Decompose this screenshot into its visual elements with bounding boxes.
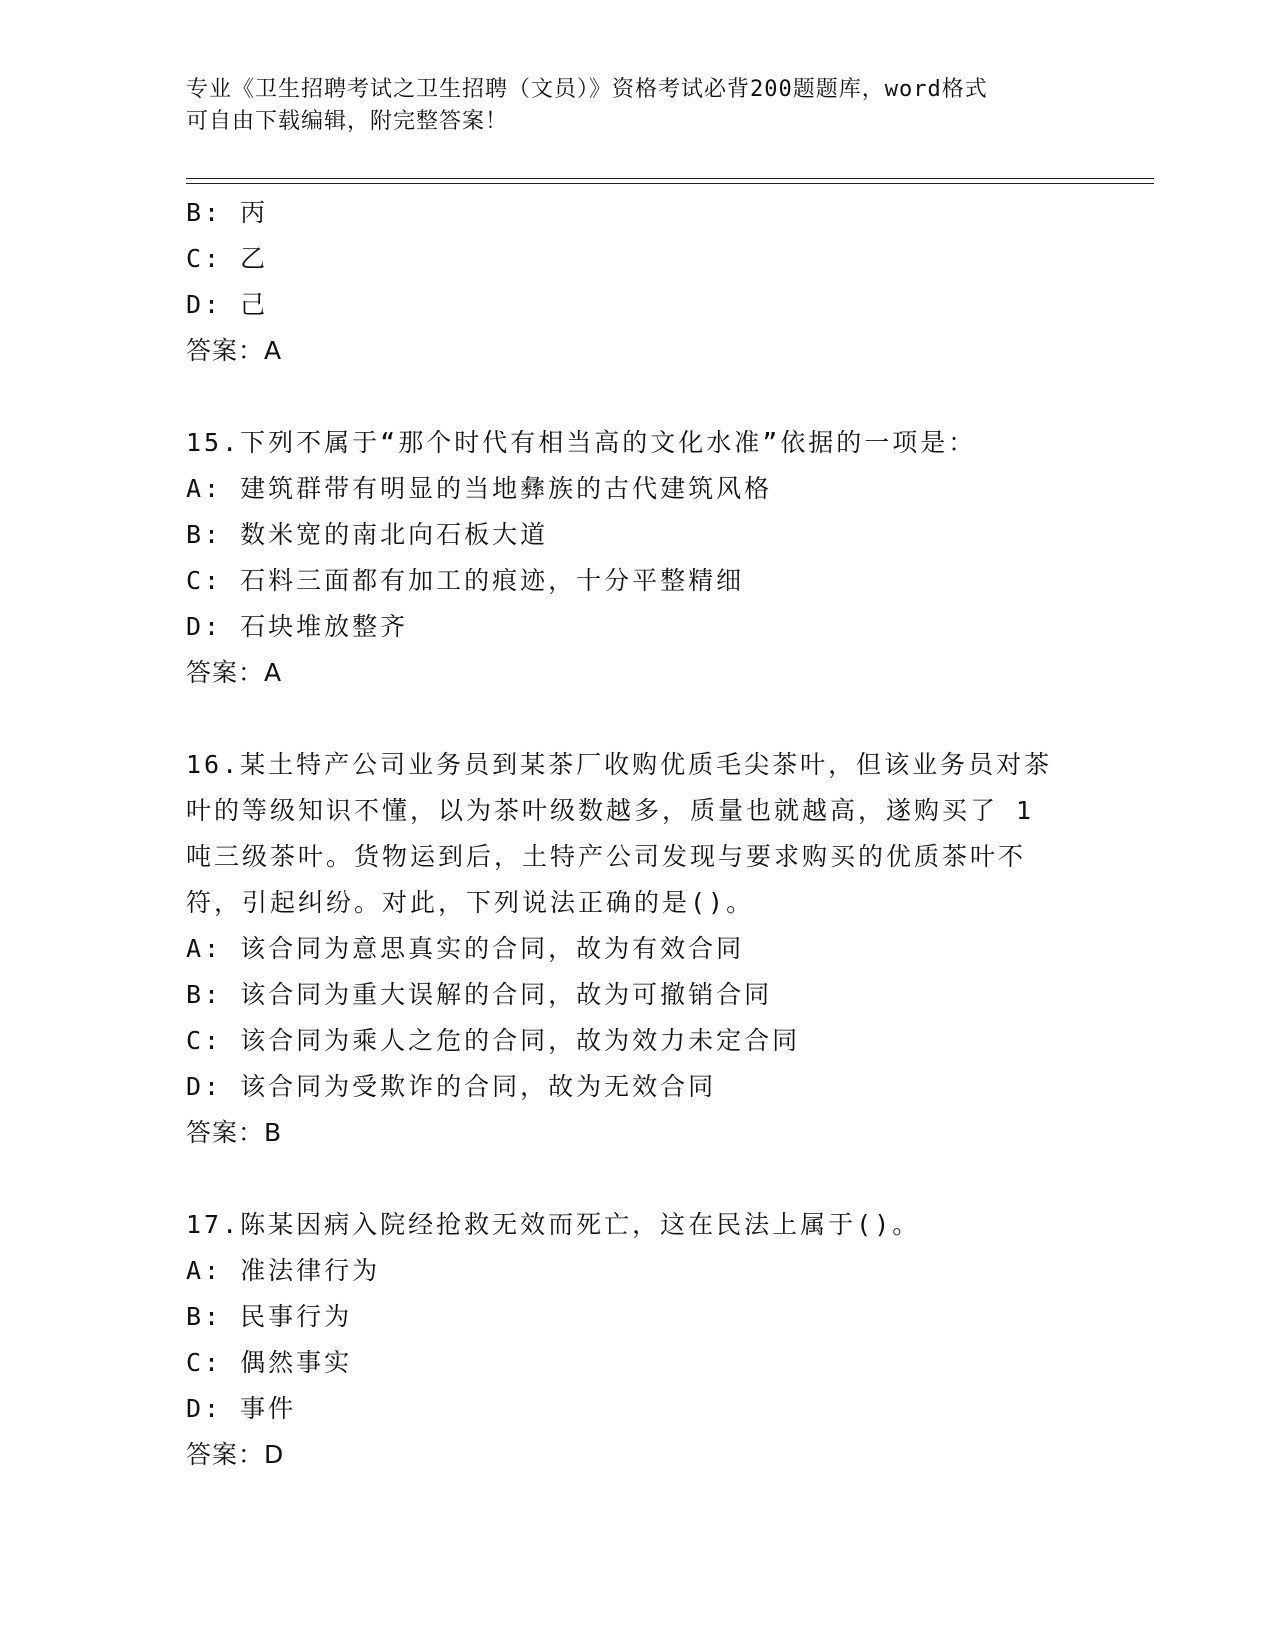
option-c: C: 石料三面都有加工的痕迹，十分平整精细 bbox=[186, 566, 745, 595]
option-c: C: 偶然事实 bbox=[186, 1348, 353, 1377]
header-divider-bottom bbox=[186, 183, 1154, 184]
answer: 答案：B bbox=[186, 1118, 283, 1147]
spacer bbox=[186, 374, 1086, 420]
option-d: D: 事件 bbox=[186, 1394, 297, 1423]
answer: 答案：D bbox=[186, 1440, 285, 1469]
question-17 bbox=[186, 1202, 1086, 1478]
option-d: D: 该合同为受欺诈的合同，故为无效合同 bbox=[186, 1072, 717, 1101]
question-content bbox=[186, 190, 1086, 1478]
header-divider-top bbox=[186, 178, 1154, 179]
question-text-line-3: 吨三级茶叶。货物运到后，土特产公司发现与要求购买的优质茶叶不 bbox=[186, 842, 1027, 871]
document-header bbox=[186, 74, 1086, 138]
question-14-tail bbox=[186, 190, 1086, 374]
question-text-line-1: 16.某土特产公司业务员到某茶厂收购优质毛尖茶叶，但该业务员对茶 bbox=[186, 750, 1053, 779]
option-b: B: 丙 bbox=[186, 198, 269, 227]
spacer bbox=[186, 1156, 1086, 1202]
option-d: D: 己 bbox=[186, 290, 269, 319]
spacer bbox=[186, 696, 1086, 742]
option-c: C: 该合同为乘人之危的合同，故为效力未定合同 bbox=[186, 1026, 801, 1055]
question-text: 17.陈某因病入院经抢救无效而死亡，这在民法上属于()。 bbox=[186, 1210, 921, 1239]
option-b: B: 该合同为重大误解的合同，故为可撤销合同 bbox=[186, 980, 773, 1009]
option-a: A: 准法律行为 bbox=[186, 1256, 381, 1285]
option-b: B: 民事行为 bbox=[186, 1302, 353, 1331]
header-title-line-1: 专业《卫生招聘考试之卫生招聘（文员）》资格考试必背200题题库，word格式 bbox=[186, 77, 988, 102]
question-text-line-4: 符，引起纠纷。对此，下列说法正确的是()。 bbox=[186, 888, 755, 917]
question-text-line-2: 叶的等级知识不懂，以为茶叶级数越多，质量也就越高，遂购买了 1 bbox=[186, 796, 1035, 825]
header-title-line-2: 可自由下载编辑，附完整答案！ bbox=[186, 109, 509, 134]
question-16 bbox=[186, 742, 1086, 1156]
option-a: A: 建筑群带有明显的当地彝族的古代建筑风格 bbox=[186, 474, 773, 503]
option-a: A: 该合同为意思真实的合同，故为有效合同 bbox=[186, 934, 745, 963]
answer: 答案：A bbox=[186, 658, 283, 687]
question-15 bbox=[186, 420, 1086, 696]
answer: 答案：A bbox=[186, 336, 283, 365]
option-b: B: 数米宽的南北向石板大道 bbox=[186, 520, 549, 549]
question-text: 15.下列不属于“那个时代有相当高的文化水准”依据的一项是： bbox=[186, 428, 977, 457]
option-c: C: 乙 bbox=[186, 244, 269, 273]
option-d: D: 石块堆放整齐 bbox=[186, 612, 409, 641]
